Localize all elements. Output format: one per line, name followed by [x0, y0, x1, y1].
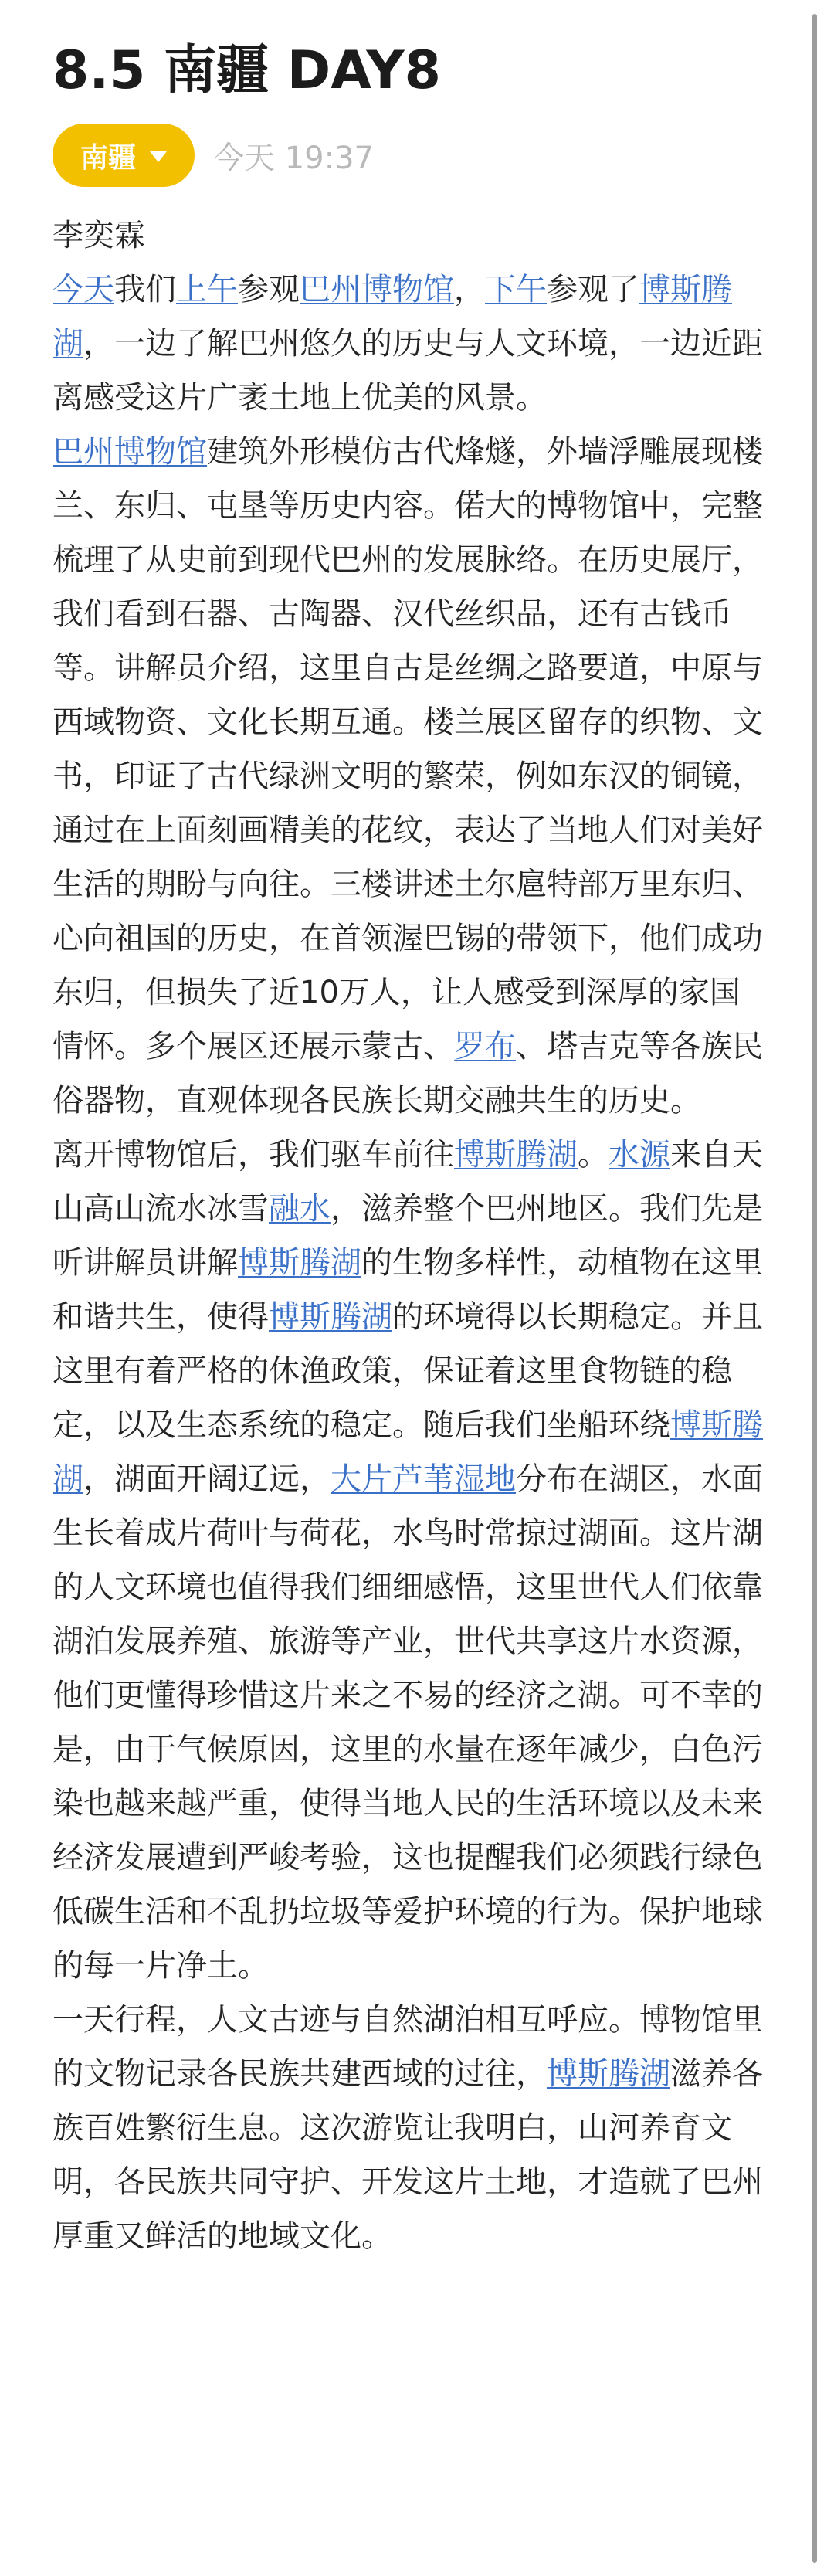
keyword-link[interactable]: 博斯腾湖 — [269, 1299, 392, 1335]
note-paragraph — [53, 1128, 763, 1993]
note-timestamp: 今天 19:37 — [213, 140, 374, 176]
paragraph-text: 分布在湖区，水面生长着成片荷叶与荷花，水鸟时常掠过湖面。这片湖的人文环境也值得我们细细感悟，这里世代人们依靠湖泊发展养殖、旅游等产业，世代共享这片水资源，他们更懂得珍惜这片来之不易的经济之湖。可不幸的是，由于气候原因，这里的水量在逐年减少，白色污染也越来越严重，使得当地人民的生活环境以及未来经济发展遭到严峻考验，这也提醒我们必须践行绿色低碳生活和不乱扔垃圾等爱护环境的行为。保护地球的每一片净土。 — [53, 1461, 763, 1984]
note-meta — [53, 124, 780, 187]
keyword-link[interactable]: 巴州博物馆 — [53, 434, 207, 470]
keyword-link[interactable]: 巴州博物馆 — [300, 272, 454, 307]
paragraph-text: 参观了 — [547, 272, 639, 307]
paragraph-text: ，滋养整个巴州地区。我们先是听讲解员讲解 — [53, 1191, 763, 1281]
paragraph-text: 的生物多样性，动植物在这里和谐共生，使得 — [53, 1245, 763, 1335]
paragraph-text: 、塔吉克等各族民俗器物，直观体现各民族长期交融共生的历史。 — [53, 1029, 763, 1118]
paragraph-text: ， — [454, 272, 485, 307]
paragraph-text: 一天行程，人文古迹与自然湖泊相互呼应。博物馆里的文物记录各民族共建西域的过往， — [53, 2002, 763, 2092]
paragraph-text: 我们 — [114, 272, 176, 307]
note-author: 李奕霖 — [53, 218, 145, 253]
note-header — [53, 40, 780, 187]
paragraph-text: ，一边了解巴州悠久的历史与人文环境，一边近距离感受这片广袤土地上优美的风景。 — [53, 326, 763, 416]
keyword-link[interactable]: 水源 — [609, 1137, 670, 1173]
paragraph-text: 建筑外形模仿古代烽燧，外墙浮雕展现楼兰、东归、屯垦等历史内容。偌大的博物馆中，完整梳理了从史前到现代巴州的发展脉络。在历史展厅，我们看到石器、古陶器、汉代丝织品，还有古钱币等。讲解员介绍，这里自古是丝绸之路要道，中原与西域物资、文化长期互通。楼兰展区留存的织物、文书，印证了古代绿洲文明的繁荣，例如东汉的铜镜，通过在上面刻画精美的花纹，表达了当地人们对美好生活的期盼与向往。三楼讲述土尔扈特部万里东归、心向祖国的历史，在首领渥巴锡的带领下，他们成功东归，但损失了近10万人，让人感受到深厚的家国情怀。多个展区还展示蒙古、 — [53, 434, 763, 1064]
category-tag-label: 南疆 — [80, 141, 136, 174]
keyword-link[interactable]: 下午 — [485, 272, 547, 307]
paragraph-text: 。 — [578, 1137, 609, 1173]
paragraph-text: 离开博物馆后，我们驱车前往 — [53, 1137, 454, 1173]
note-paragraph — [53, 425, 763, 1128]
scrollbar-thumb[interactable] — [812, 14, 817, 2563]
chevron-down-icon — [150, 151, 167, 162]
paragraph-text: 滋养各族百姓繁衍生息。这次游览让我明白，山河养育文明，各民族共同守护、开发这片土地，才造就了巴州厚重又鲜活的地域文化。 — [53, 2056, 763, 2254]
keyword-link[interactable]: 博斯腾湖 — [53, 272, 732, 361]
keyword-link[interactable]: 上午 — [176, 272, 238, 307]
paragraph-text: ，湖面开阔辽远， — [83, 1461, 331, 1497]
keyword-link[interactable]: 博斯腾湖 — [53, 1407, 763, 1497]
note-body — [53, 263, 763, 2263]
paragraph-text: 参观 — [238, 272, 300, 307]
keyword-link[interactable]: 今天 — [53, 272, 114, 307]
scrollbar[interactable] — [817, 0, 826, 2576]
keyword-link[interactable]: 博斯腾湖 — [454, 1137, 578, 1173]
keyword-link[interactable]: 大片芦苇湿地 — [331, 1461, 516, 1497]
keyword-link[interactable]: 罗布 — [454, 1029, 516, 1064]
category-tag-dropdown[interactable] — [53, 124, 195, 187]
paragraph-text: 来自天山高山流水冰雪 — [53, 1137, 763, 1227]
paragraph-text: 的环境得以长期稳定。并且这里有着严格的休渔政策，保证着这里食物链的稳定，以及生态系统的稳定。随后我们坐船环绕 — [53, 1299, 763, 1443]
keyword-link[interactable]: 融水 — [269, 1191, 331, 1227]
note-paragraph — [53, 1993, 763, 2263]
note-content — [53, 209, 763, 2263]
keyword-link[interactable]: 博斯腾湖 — [238, 1245, 361, 1281]
keyword-link[interactable]: 博斯腾湖 — [547, 2056, 670, 2092]
note-title: 8.5 南疆 DAY8 — [53, 40, 441, 101]
note-paragraph — [53, 263, 763, 425]
